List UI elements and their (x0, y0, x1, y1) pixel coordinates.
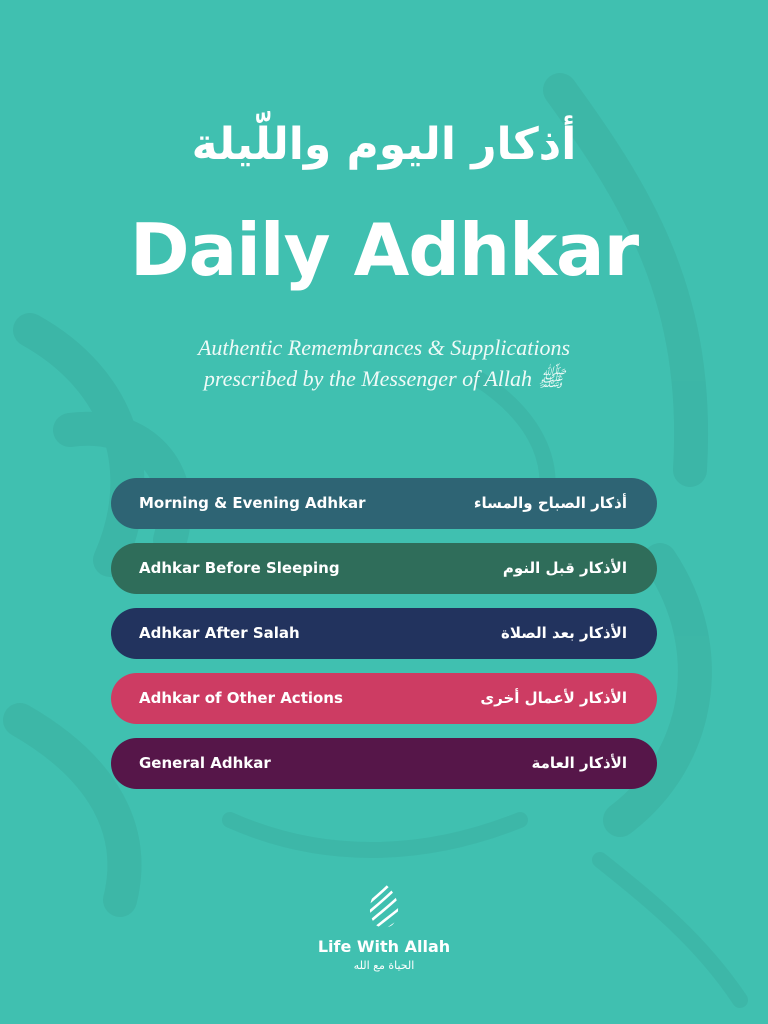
subtitle-line-1: Authentic Remembrances & Supplications (197, 335, 571, 360)
page-title: Daily Adhkar (129, 208, 639, 292)
brand-name: Life With Allah (317, 937, 451, 956)
menu-item-label-ar: الأذكار لأعمال أخرى (480, 689, 627, 707)
menu-item-general[interactable] (111, 738, 657, 789)
adhkar-menu (111, 478, 657, 803)
menu-item-after-salah[interactable] (111, 608, 657, 659)
menu-item-morning-evening[interactable] (111, 478, 657, 529)
menu-item-label-en: Adhkar After Salah (139, 624, 300, 642)
menu-item-other-actions[interactable] (111, 673, 657, 724)
page-subtitle (0, 332, 768, 394)
subtitle-line-2: prescribed by the Messenger of Allah ﷺ (203, 366, 565, 391)
menu-item-label-ar: أذكار الصباح والمساء (473, 494, 627, 512)
footer-brand (0, 882, 768, 974)
menu-item-label-ar: الأذكار بعد الصلاة (500, 624, 627, 642)
menu-item-label-en: Adhkar of Other Actions (139, 689, 343, 707)
menu-item-label-en: Morning & Evening Adhkar (139, 494, 366, 512)
menu-item-label-en: General Adhkar (139, 754, 271, 772)
menu-item-before-sleeping[interactable] (111, 543, 657, 594)
menu-item-label-en: Adhkar Before Sleeping (139, 559, 340, 577)
menu-item-label-ar: الأذكار العامة (531, 754, 627, 772)
menu-item-label-ar: الأذكار قبل النوم (502, 559, 627, 577)
brand-name-arabic: الحياة مع الله (353, 959, 415, 972)
leaf-stripes-icon (364, 882, 404, 932)
page-title-arabic: أذكار اليوم واللّيلة (191, 119, 577, 170)
